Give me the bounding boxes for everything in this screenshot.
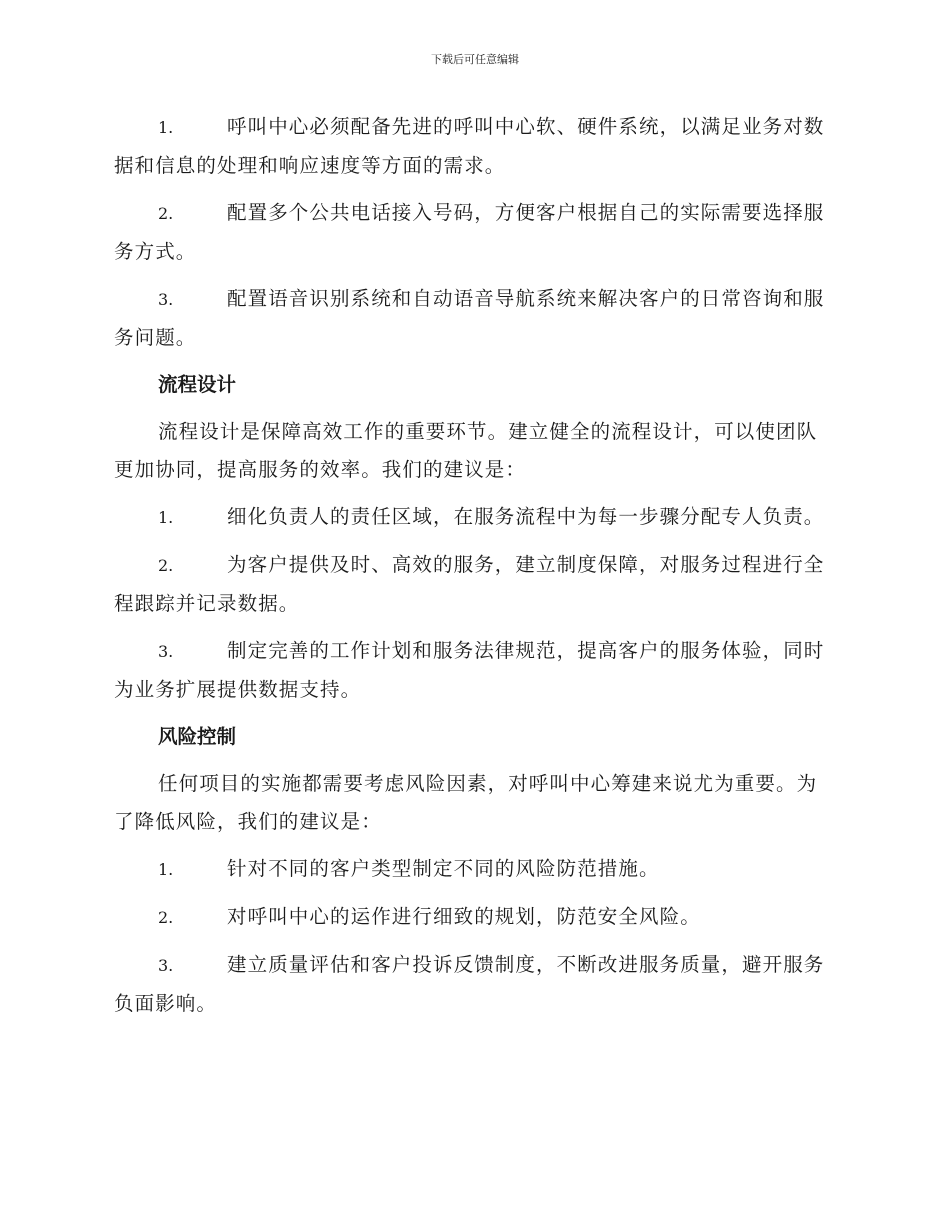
list-text: 制定完善的工作计划和服务法律规范，提高客户的服务体验，同时为业务扩展提供数据支持。 (114, 639, 825, 701)
list-text: 对呼叫中心的运作进行细致的规划，防范安全风险。 (227, 905, 701, 928)
list-text: 细化负责人的责任区域，在服务流程中为每一步骤分配专人负责。 (227, 505, 825, 528)
section-intro: 流程设计是保障高效工作的重要环节。建立健全的流程设计，可以使团队更加协同，提高服务的效率。我们的建议是： (114, 420, 818, 481)
list-number: 1. (158, 860, 174, 879)
list-text: 配置多个公共电话接入号码，方便客户根据自己的实际需要选择服务方式。 (114, 201, 825, 263)
section-heading: 风险控制 (158, 725, 237, 748)
list-number: 3. (158, 290, 174, 309)
list-text: 呼叫中心必须配备先进的呼叫中心软、硬件系统，以满足业务对数据和信息的处理和响应速度等方面的需求。 (114, 115, 825, 177)
list-item (114, 632, 836, 709)
list-item (114, 898, 836, 937)
section-heading: 流程设计 (158, 373, 237, 396)
list-item (114, 850, 836, 889)
section-risk-control (114, 718, 836, 1023)
list-number: 2. (158, 908, 174, 927)
document-body (114, 108, 836, 1032)
list-item (114, 546, 836, 623)
list-text: 为客户提供及时、高效的服务，建立制度保障，对服务过程进行全程跟踪并记录数据。 (114, 553, 825, 615)
section-process-design (114, 366, 836, 709)
list-item (114, 194, 836, 271)
list-number: 1. (158, 118, 174, 137)
list-number: 3. (158, 642, 174, 661)
list-item (114, 498, 836, 537)
list-number: 1. (158, 508, 174, 527)
list-item (114, 280, 836, 357)
list-number: 2. (158, 204, 174, 223)
list-number: 3. (158, 956, 174, 975)
list-text: 配置语音识别系统和自动语音导航系统来解决客户的日常咨询和服务问题。 (114, 287, 825, 349)
list-text: 针对不同的客户类型制定不同的风险防范措施。 (227, 857, 660, 880)
section-intro: 任何项目的实施都需要考虑风险因素，对呼叫中心筹建来说尤为重要。为了降低风险，我们的建议是： (114, 772, 818, 833)
section-system (114, 108, 836, 357)
list-item (114, 108, 836, 185)
list-text: 建立质量评估和客户投诉反馈制度，不断改进服务质量，避开服务负面影响。 (114, 953, 825, 1015)
list-item (114, 946, 836, 1023)
page-header: 下载后可任意编辑 (431, 53, 519, 66)
list-number: 2. (158, 556, 174, 575)
